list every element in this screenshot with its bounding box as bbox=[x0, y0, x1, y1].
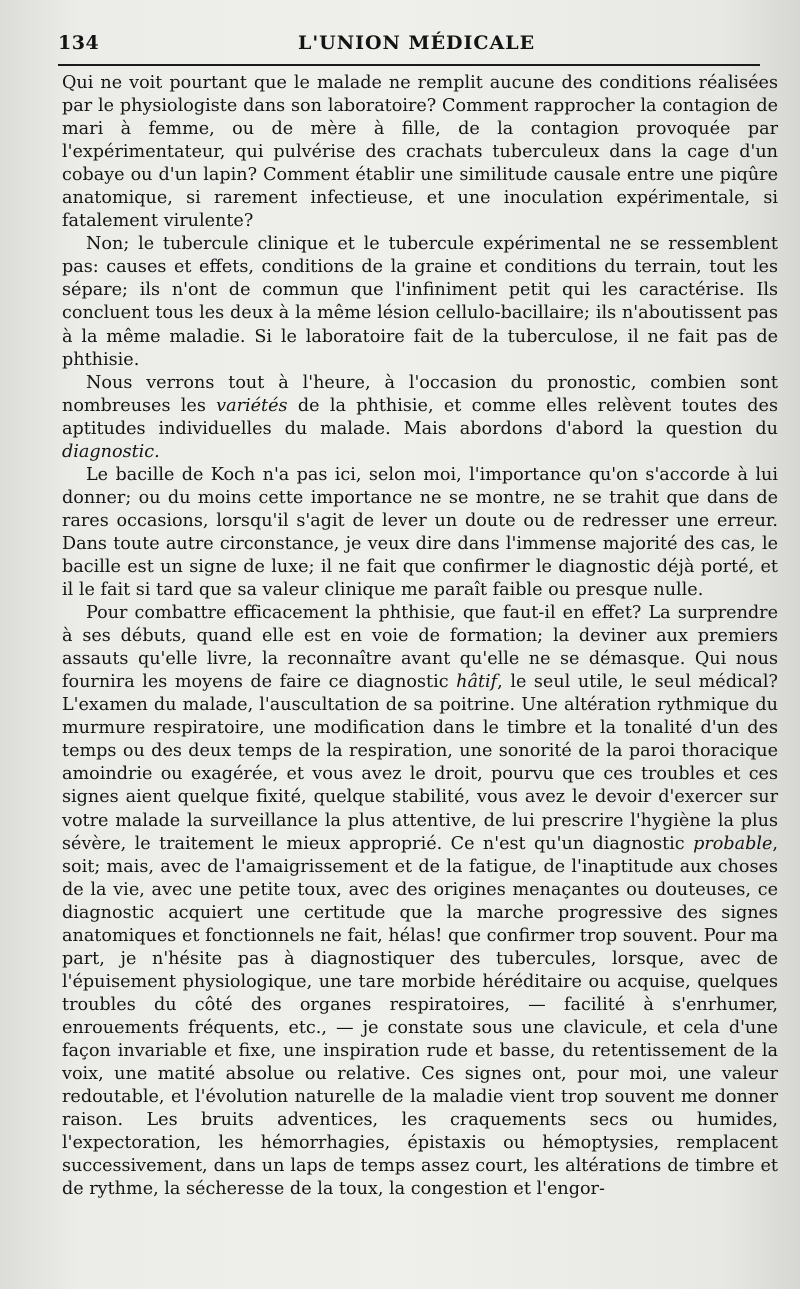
text-segment: Nous verrons tout à l'heure, à l'occasion du pronostic, combien sont nombreuses les bbox=[62, 372, 778, 416]
italic-text: hâtif bbox=[456, 672, 498, 693]
running-title: L'UNION MÉDICALE bbox=[298, 32, 536, 54]
paragraph bbox=[62, 464, 778, 602]
text-segment: Pour combattre efficacement la phthisie, que faut-il en effet? La surprendre à ses débuts, quand elle est en voie de formation; la deviner aux premiers assauts qu'elle livre, la reconnaître avant qu'elle ne se démasque. Qui nous fournira les moyens de faire ce diagnostic bbox=[62, 603, 778, 693]
paragraph bbox=[62, 372, 778, 464]
text-segment: , soit; mais, avec de l'amaigrissement et de la fatigue, de l'inaptitude aux choses de la vie, avec une petite toux, avec des origines menaçantes ou douteuses, ce diagnostic acquiert une certitude que la marche progressive des signes anatomiques et fonctionnels ne fait, hélas! que confirmer trop souvent. Pour ma part, je n'hésite pas à diagnostiquer des tubercules, lorsque, avec de l'épuisement physiologique, une tare morbide héréditaire ou acquise, quelques troubles du côté des organes respiratoires, — facilité à s'enrhumer, enrouements fréquents, etc., — je constate sous une clavicule, et cela d'une façon invariable et fixe, une inspiration rude et basse, du retentissement de la voix, une matité absolue ou relative. Ces signes ont, pour moi, une valeur redoutable, et l'évolution naturelle de la maladie vient trop souvent me donner raison. Les bruits adventices, les craquements secs ou humides, l'expectoration, les hémorrhagies, épistaxis ou hémoptysies, remplacent successivement, dans un laps de temps assez court, les altérations de timbre et de rythme, la sécheresse de la toux, la congestion et l'engor- bbox=[62, 833, 778, 1200]
page-header bbox=[58, 28, 760, 64]
paragraph bbox=[62, 72, 778, 233]
header-rule bbox=[58, 64, 760, 66]
text-segment: Le bacille de Koch n'a pas ici, selon moi, l'importance qu'on s'accorde à lui donner; ou du moins cette importance ne se montre, ne se trahit que dans de rares occasions, lorsqu'il s'agit de lever un doute ou de redresser une erreur. Dans toute autre circonstance, je veux dire dans l'immense majorité des cas, le bacille est un signe de luxe; il ne fait que confirmer le diagnostic déjà porté, et il le fait si tard que sa valeur clinique me paraît faible ou presque nulle. bbox=[62, 464, 778, 601]
paragraph bbox=[62, 602, 778, 1201]
text-segment: Qui ne voit pourtant que le malade ne remplit aucune des conditions réalisées par le physiologiste dans son laboratoire? Comment rapprocher la contagion de mari à femme, ou de mère à fille, de la contagion provoquée par l'expérimentateur, qui pulvérise des crachats tuberculeux dans la cage d'un cobaye ou d'un lapin? Comment établir une similitude causale entre une piqûre anatomique, si rarement infectieuse, et une inoculation expérimentale, si fatalement virulente? bbox=[62, 73, 778, 232]
paragraph bbox=[62, 233, 778, 371]
italic-text: variétés bbox=[216, 395, 288, 416]
text-segment: , le seul utile, le seul médical? L'examen du malade, l'auscultation de sa poitrine. Une altération rythmique du murmure respiratoire, une modification dans le timbre et la tonalité d'un des temps ou des deux temps de la respiration, une sonorité de la paroi thoracique amoindrie ou exagérée, et vous avez le droit, pourvu que ces troubles et ces signes aient quelque fixité, quelque stabilité, vous avez le devoir d'exercer sur votre malade la surveillance la plus attentive, de lui prescrire l'hygiène la plus sévère, le traitement le mieux approprié. Ce n'est qu'un diagnostic bbox=[62, 672, 778, 854]
italic-text: diagnostic. bbox=[62, 441, 160, 462]
text-segment: Non; le tubercule clinique et le tubercule expérimental ne se ressemblent pas: causes et effets, conditions de la graine et conditions du terrain, tout les sépare; ils n'ont de commun que l'infiniment petit qui les caractérise. Ils concluent tous les deux à la même lésion cellulo-bacillaire; ils n'aboutissent pas à la même maladie. Si le laboratoire fait de la tuberculose, il ne fait pas de phthisie. bbox=[62, 234, 778, 370]
italic-text: probable bbox=[693, 833, 773, 854]
page-number: 134 bbox=[58, 32, 100, 54]
body-text bbox=[62, 72, 778, 1201]
text-segment: de la phthisie, et comme elles relèvent toutes des aptitudes individuelles du malade. Mais abordons d'abord la question du bbox=[62, 395, 778, 439]
